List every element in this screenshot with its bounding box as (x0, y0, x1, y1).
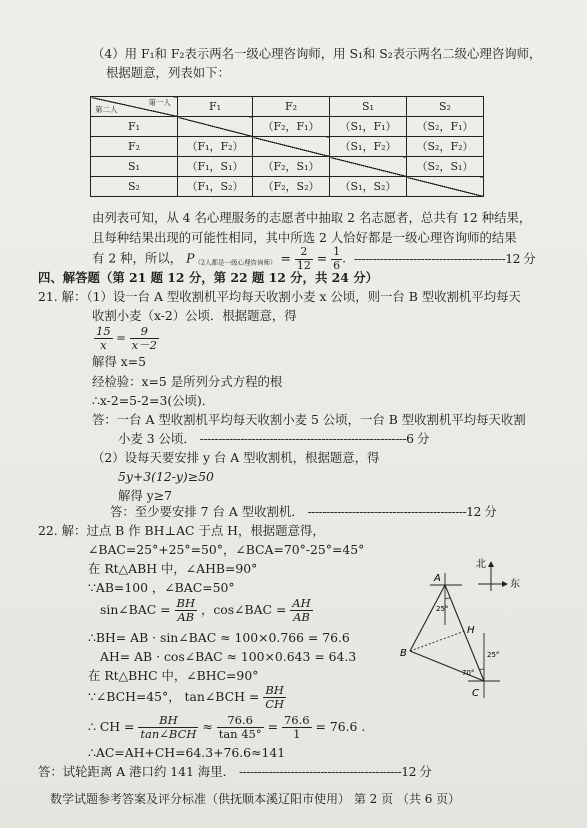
fraction-denominator: 12 (296, 258, 311, 272)
fraction-denominator: AB (177, 610, 195, 625)
row-header: S₂ (91, 177, 178, 197)
q22-line3: 在 Rt△ABH 中，∠AHB=90° (88, 561, 258, 576)
q21-line8-text: 小麦 3 公顷． (118, 431, 196, 446)
fraction-bh-tan (138, 714, 198, 741)
col-header: F₂ (253, 97, 330, 117)
q4-conclusion-line2: 且每种结果出现的可能性相同，其中所选 2 人恰好都是一级心理咨询师的结果 (92, 230, 517, 245)
probability-symbol: P (186, 250, 195, 266)
col-header: S₂ (407, 97, 484, 117)
q21-line1: 21. 解：（1）设一台 A 型收割机平均每天收割小麦 x 公顷，则一台 B 型收割机平均每天 (38, 289, 521, 304)
point-h-label: H (467, 625, 475, 636)
q21-solution: 解得 y≥7 (118, 488, 172, 503)
table-cell: （F₂，S₂） (253, 177, 330, 197)
q22-line4: ∵AB=100 ，∠BAC=50° (88, 580, 235, 595)
ch-text: ∴ CH = (88, 719, 135, 735)
col-header: F₁ (178, 97, 253, 117)
q22-answer: 答：试轮距离 A 港口约 141 海里． (38, 764, 236, 779)
q22-line5 (100, 597, 313, 624)
q22-line11: ∴AC=AH+CH=64.3+76.6≈141 (88, 745, 286, 760)
fraction-numerator: BH (263, 684, 286, 698)
fraction-denominator: AB (293, 610, 310, 625)
table-row (91, 117, 484, 137)
fraction-numerator: BH (176, 596, 195, 610)
q21-line12 (110, 502, 496, 521)
fraction-numerator: 76.6 (217, 714, 264, 728)
cos-text: ，cos∠BAC = (200, 602, 287, 618)
table-corner-cell (91, 97, 178, 117)
section-heading: 四、解答题（第 21 题 12 分，第 22 题 12 分，共 24 分） (38, 270, 378, 285)
q4-intro-line1: （4）用 F₁和 F₂表示两名一级心理咨询师，用 S₁和 S₂表示两名二级心理咨询师， (92, 46, 542, 61)
score-marker: -------------------------------------------12 分 (307, 504, 497, 519)
q22-line7: AH= AB · cos∠BAC ≈ 100×0.643 = 64.3 (100, 649, 357, 664)
fraction-denominator: x－2 (131, 338, 157, 353)
col-header: S₁ (330, 97, 407, 117)
q21-equation (94, 325, 159, 352)
q4-conc3-text: 有 2 种，所以， (92, 250, 183, 266)
fraction-numerator: 76.6 (283, 713, 310, 727)
table-cell: （F₂，F₁） (253, 117, 330, 137)
score-marker: --------------------------------------------12 分 (239, 764, 432, 779)
tan-text: ∵∠BCH=45°， tan∠BCH = (88, 689, 260, 705)
sin-text: sin∠BAC = (100, 602, 171, 618)
fraction-numerator: AH (292, 596, 311, 610)
fraction-denominator: 6 (333, 258, 341, 272)
fraction-denominator: tan∠BCH (140, 727, 197, 742)
table-header-row (91, 97, 484, 117)
ch-result: = 76.6 . (315, 719, 366, 735)
angle-label-c1: 25° (487, 651, 500, 659)
table-cell: （F₁，S₁） (178, 157, 253, 177)
fraction-numerator: 2 (295, 246, 313, 260)
fraction-ah-ab (290, 597, 312, 624)
q22-line10 (88, 714, 365, 741)
table-row (91, 137, 484, 157)
fraction-76-tan45 (217, 714, 264, 741)
north-label: 北 (476, 559, 486, 570)
angle-label-c2: 70° (462, 669, 475, 677)
table-cell: （S₂，S₁） (407, 157, 484, 177)
q21-line8 (118, 429, 429, 448)
point-b-label: B (400, 648, 407, 659)
point-a-label: A (434, 573, 441, 584)
fraction-76-1 (282, 714, 312, 741)
q21-inequality: 5y+3(12-y)≥50 (118, 469, 214, 484)
navigation-diagram (392, 553, 522, 703)
table-cell-empty (178, 117, 253, 137)
q22-line9 (88, 684, 286, 711)
equals-sign: = (280, 250, 291, 266)
outcome-table (90, 96, 484, 197)
equals-sign: = (316, 250, 328, 266)
fraction-numerator: 1 (333, 245, 341, 258)
angle-arc-a (445, 598, 450, 599)
corner-top-label: 第一人 (148, 98, 171, 107)
table-cell-empty (330, 157, 407, 177)
fraction-15-x (94, 325, 113, 352)
q4-conclusion-line1: 由列表可知，从 4 名心理服务的志愿者中抽取 2 名志愿者，总共有 12 种结果， (92, 210, 532, 225)
fraction-denominator: 1 (293, 727, 301, 742)
score-marker: --------------------------------------------------------6 分 (199, 431, 429, 446)
probability-subscript: （2人都是一级心理咨询师） (194, 258, 277, 267)
row-header: F₂ (91, 137, 178, 157)
fraction-denominator: CH (265, 697, 285, 712)
fraction-numerator: BH (138, 714, 198, 728)
equals-sign: = (116, 330, 126, 345)
segment-bh (410, 631, 465, 651)
table-cell-empty (407, 177, 484, 197)
q21-line5: 经检验：x=5 是所列分式方程的根 (92, 374, 283, 389)
segment-ab (410, 585, 445, 651)
q21-answer2: 答：至少要安排 7 台 A 型收割机． (110, 504, 304, 519)
period: . (342, 250, 347, 266)
score-marker: -----------------------------------------12 分 (354, 250, 536, 266)
q4-intro-line2: 根据题意，列表如下： (106, 65, 230, 80)
north-arrow-head (488, 561, 494, 567)
q22-line8: 在 Rt△BHC 中，∠BHC=90° (88, 668, 259, 683)
row-header: F₁ (91, 117, 178, 137)
table-cell: （S₂，F₂） (407, 137, 484, 157)
table-cell: （S₁，S₂） (330, 177, 407, 197)
q21-line4: 解得 x=5 (92, 354, 146, 369)
page-footer: 数学试题参考答案及评分标准（供抚顺本溪辽阳市使用） 第 2 页 （共 6 页） (50, 792, 461, 806)
fraction-numerator: 9 (130, 325, 159, 339)
q22-line12 (38, 762, 431, 781)
angle-label-a: 25° (436, 605, 449, 613)
fraction-bh-ab (175, 597, 197, 624)
fraction-numerator: 15 (96, 324, 111, 338)
fraction-9-x-2 (130, 325, 159, 352)
table-cell: （F₁，F₂） (178, 137, 253, 157)
table-cell: （S₁，F₂） (330, 137, 407, 157)
q21-line7: 答：一台 A 型收割机平均每天收割小麦 5 公顷，一台 B 型收割机平均每天收割 (92, 412, 526, 427)
point-c-label: C (472, 688, 479, 699)
q21-line6: ∴x-2=5-2=3(公顷)． (92, 393, 215, 408)
q21-line9: （2）设每天要安排 y 台 A 型收割机，根据题意，得 (92, 450, 380, 465)
east-label: 东 (510, 579, 520, 590)
fraction-bh-ch (263, 684, 286, 711)
table-cell: （S₂，F₁） (407, 117, 484, 137)
table-row (91, 157, 484, 177)
equals-sign: = (267, 719, 278, 735)
q22-line2: ∠BAC=25°+25°=50°，∠BCA=70°-25°=45° (88, 542, 365, 557)
row-header: S₁ (91, 157, 178, 177)
table-row (91, 177, 484, 197)
q22-line6: ∴BH= AB · sin∠BAC ≈ 100×0.766 = 76.6 (88, 630, 350, 645)
q21-line2: 收割小麦（x-2）公顷．根据题意，得 (92, 308, 297, 323)
table-cell: （F₁，S₂） (178, 177, 253, 197)
approx-sign: ≈ (202, 719, 213, 735)
segment-ac (445, 585, 484, 681)
q22-line1: 22. 解：过点 B 作 BH⊥AC 于点 H，根据题意得， (38, 523, 325, 538)
fraction-denominator: tan 45° (218, 727, 262, 742)
table-cell: （F₂，S₁） (253, 157, 330, 177)
fraction-denominator: x (100, 338, 107, 353)
table-cell-empty (253, 137, 330, 157)
east-arrow-head (502, 581, 508, 587)
corner-bottom-label: 第二人 (95, 105, 118, 115)
table-cell: （S₁，F₁） (330, 117, 407, 137)
